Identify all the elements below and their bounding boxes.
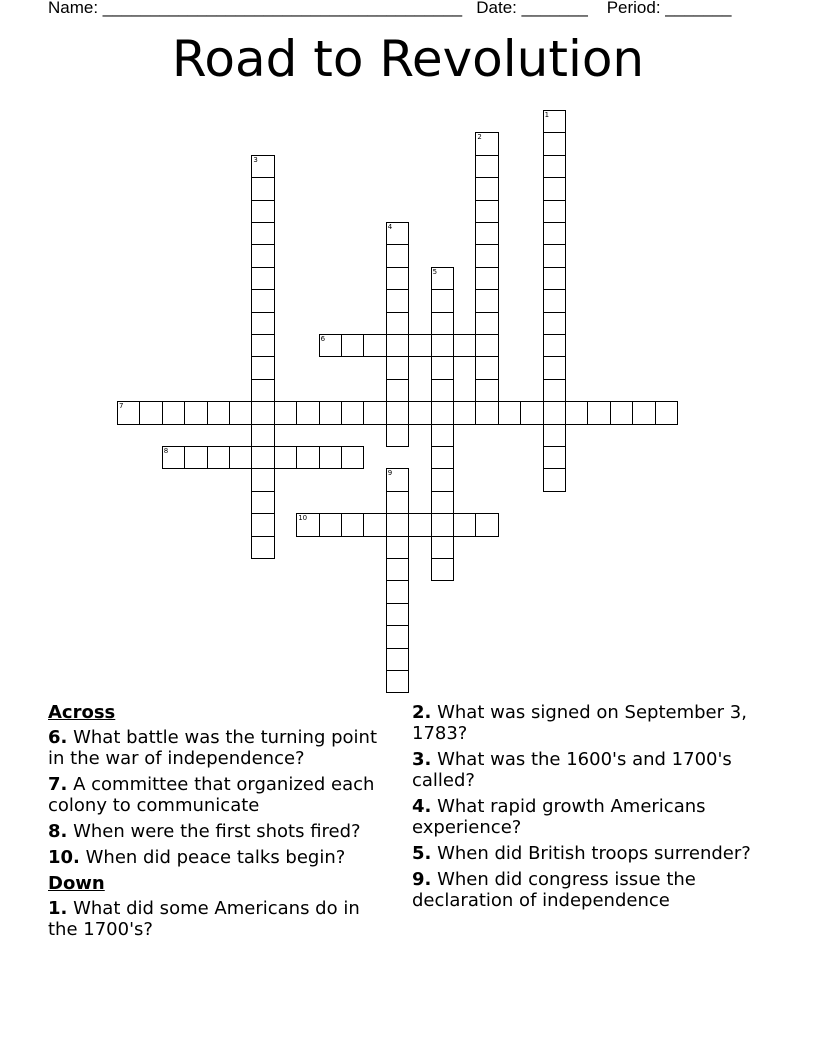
grid-cell[interactable] bbox=[386, 513, 409, 536]
clue-down-3 bbox=[412, 749, 757, 791]
grid-cell[interactable] bbox=[251, 155, 274, 178]
grid-cell[interactable] bbox=[386, 424, 409, 447]
grid-cell[interactable] bbox=[475, 401, 498, 424]
clue-text: What battle was the turning point in the war of independence? bbox=[48, 727, 378, 769]
cell-number: 1 bbox=[544, 111, 550, 119]
grid-cell[interactable] bbox=[319, 401, 342, 424]
grid-cell[interactable] bbox=[386, 670, 409, 693]
page-title: Road to Revolution bbox=[171, 30, 645, 88]
grid-cell[interactable] bbox=[386, 267, 409, 290]
grid-cell[interactable] bbox=[543, 244, 566, 267]
clues-column-left bbox=[48, 702, 393, 945]
grid-cell[interactable] bbox=[543, 401, 566, 424]
grid-cell[interactable] bbox=[543, 222, 566, 245]
grid-cell[interactable] bbox=[139, 401, 162, 424]
clue-number: 3. bbox=[412, 749, 432, 770]
grid-cell[interactable] bbox=[341, 334, 364, 357]
grid-cell[interactable] bbox=[543, 155, 566, 178]
grid-cell[interactable] bbox=[475, 289, 498, 312]
grid-cell[interactable] bbox=[251, 222, 274, 245]
grid-cell[interactable] bbox=[251, 334, 274, 357]
grid-cell[interactable] bbox=[431, 536, 454, 559]
grid-cell[interactable] bbox=[431, 558, 454, 581]
grid-cell[interactable] bbox=[475, 267, 498, 290]
date-field-label: Date: _______ bbox=[476, 0, 588, 17]
grid-cell[interactable] bbox=[431, 334, 454, 357]
clue-text: What was the 1600's and 1700's called? bbox=[412, 749, 732, 791]
grid-cell[interactable] bbox=[453, 513, 476, 536]
grid-cell[interactable] bbox=[386, 289, 409, 312]
grid-cell[interactable] bbox=[229, 401, 252, 424]
grid-cell[interactable] bbox=[386, 356, 409, 379]
grid-cell[interactable] bbox=[363, 401, 386, 424]
cell-number: 2 bbox=[477, 133, 482, 142]
clue-down-5 bbox=[412, 843, 757, 864]
grid-cell[interactable] bbox=[610, 401, 633, 424]
clue-down-1 bbox=[48, 898, 393, 940]
grid-cell[interactable] bbox=[386, 222, 409, 245]
grid-cell[interactable] bbox=[655, 401, 678, 424]
grid-cell[interactable] bbox=[251, 536, 274, 559]
clue-number: 8. bbox=[48, 821, 68, 842]
clue-number: 4. bbox=[412, 796, 432, 817]
grid-cell[interactable] bbox=[386, 334, 409, 357]
grid-cell[interactable] bbox=[207, 446, 230, 469]
grid-cell[interactable] bbox=[363, 513, 386, 536]
grid-cell[interactable] bbox=[251, 289, 274, 312]
grid-cell[interactable] bbox=[543, 110, 566, 133]
clue-across-7 bbox=[48, 774, 393, 816]
grid-cell[interactable] bbox=[543, 177, 566, 200]
grid-cell[interactable] bbox=[498, 401, 521, 424]
grid-cell[interactable] bbox=[386, 648, 409, 671]
grid-cell[interactable] bbox=[587, 401, 610, 424]
grid-cell[interactable] bbox=[475, 222, 498, 245]
grid-cell[interactable] bbox=[386, 244, 409, 267]
grid-cell[interactable] bbox=[207, 401, 230, 424]
grid-cell[interactable] bbox=[431, 267, 454, 290]
grid-cell[interactable] bbox=[543, 289, 566, 312]
clue-down-9 bbox=[412, 869, 757, 911]
grid-cell[interactable] bbox=[431, 312, 454, 335]
clue-down-2 bbox=[412, 702, 757, 744]
grid-cell[interactable] bbox=[184, 401, 207, 424]
grid-cell[interactable] bbox=[431, 356, 454, 379]
grid-cell[interactable] bbox=[274, 401, 297, 424]
grid-cell[interactable] bbox=[431, 379, 454, 402]
grid-cell[interactable] bbox=[386, 401, 409, 424]
grid-cell[interactable] bbox=[386, 558, 409, 581]
grid-cell[interactable] bbox=[296, 401, 319, 424]
grid-cell[interactable] bbox=[386, 312, 409, 335]
period-field-label: Period: _______ bbox=[606, 0, 732, 17]
grid-cell[interactable] bbox=[319, 446, 342, 469]
clues-column-right bbox=[412, 702, 757, 916]
grid-cell[interactable] bbox=[117, 401, 140, 424]
grid-cell[interactable] bbox=[543, 312, 566, 335]
grid-cell[interactable] bbox=[543, 267, 566, 290]
grid-cell[interactable] bbox=[475, 244, 498, 267]
grid-cell[interactable] bbox=[565, 401, 588, 424]
grid-cell[interactable] bbox=[431, 401, 454, 424]
grid-cell[interactable] bbox=[251, 312, 274, 335]
clue-text: When did British troops surrender? bbox=[431, 843, 751, 864]
grid-cell[interactable] bbox=[184, 446, 207, 469]
grid-cell[interactable] bbox=[251, 424, 274, 447]
grid-cell[interactable] bbox=[341, 401, 364, 424]
grid-cell[interactable] bbox=[251, 356, 274, 379]
grid-cell[interactable] bbox=[251, 244, 274, 267]
clue-text: When did congress issue the declaration of independence bbox=[412, 869, 696, 911]
cell-number: 3 bbox=[253, 155, 258, 164]
grid-cell[interactable] bbox=[475, 155, 498, 178]
grid-cell[interactable] bbox=[453, 401, 476, 424]
cell-number: 8 bbox=[163, 447, 169, 455]
grid-cell[interactable] bbox=[251, 177, 274, 200]
clue-text: What was signed on September 3, 1783? bbox=[412, 702, 747, 744]
grid-cell[interactable] bbox=[341, 446, 364, 469]
grid-cell[interactable] bbox=[431, 446, 454, 469]
grid-cell[interactable] bbox=[251, 401, 274, 424]
grid-cell[interactable] bbox=[251, 468, 274, 491]
grid-cell[interactable] bbox=[363, 334, 386, 357]
clue-text: What did some Americans do in the 1700's? bbox=[48, 898, 360, 940]
clue-across-10 bbox=[48, 847, 393, 868]
grid-cell[interactable] bbox=[274, 446, 297, 469]
clue-text: When did peace talks begin? bbox=[79, 847, 346, 868]
grid-cell[interactable] bbox=[543, 200, 566, 223]
grid-cell[interactable] bbox=[341, 513, 364, 536]
grid-cell[interactable] bbox=[475, 356, 498, 379]
grid-cell[interactable] bbox=[543, 424, 566, 447]
grid-cell[interactable] bbox=[162, 401, 185, 424]
grid-cell[interactable] bbox=[386, 580, 409, 603]
grid-cell[interactable] bbox=[296, 513, 319, 536]
grid-cell[interactable] bbox=[632, 401, 655, 424]
grid-cell[interactable] bbox=[475, 334, 498, 357]
grid-cell[interactable] bbox=[251, 200, 274, 223]
grid-cell[interactable] bbox=[543, 334, 566, 357]
grid-cell[interactable] bbox=[475, 200, 498, 223]
grid-cell[interactable] bbox=[475, 312, 498, 335]
grid-cell[interactable] bbox=[251, 513, 274, 536]
clue-number: 10. bbox=[48, 847, 80, 868]
grid-cell[interactable] bbox=[386, 491, 409, 514]
clue-number: 7. bbox=[48, 774, 68, 795]
down-heading: Down bbox=[48, 873, 105, 894]
grid-cell[interactable] bbox=[475, 379, 498, 402]
grid-cell[interactable] bbox=[431, 513, 454, 536]
grid-cell[interactable] bbox=[543, 468, 566, 491]
grid-cell[interactable] bbox=[543, 379, 566, 402]
grid-cell[interactable] bbox=[408, 513, 431, 536]
grid-cell[interactable] bbox=[386, 625, 409, 648]
grid-cell[interactable] bbox=[475, 513, 498, 536]
grid-cell[interactable] bbox=[386, 468, 409, 491]
grid-cell[interactable] bbox=[319, 513, 342, 536]
grid-cell[interactable] bbox=[251, 379, 274, 402]
grid-cell[interactable] bbox=[386, 379, 409, 402]
grid-cell[interactable] bbox=[453, 334, 476, 357]
cell-number: 9 bbox=[387, 469, 393, 478]
grid-cell[interactable] bbox=[543, 132, 566, 155]
clue-number: 1. bbox=[48, 898, 68, 919]
grid-cell[interactable] bbox=[251, 491, 274, 514]
clue-across-6 bbox=[48, 727, 393, 769]
grid-cell[interactable] bbox=[319, 334, 342, 357]
clue-number: 5. bbox=[412, 843, 432, 864]
clue-text: What rapid growth Americans experience? bbox=[412, 796, 706, 838]
grid-cell[interactable] bbox=[162, 446, 185, 469]
name-field-label: Name: ______________________________________ bbox=[48, 0, 463, 17]
grid-cell[interactable] bbox=[251, 446, 274, 469]
clue-number: 6. bbox=[48, 727, 68, 748]
clue-number: 9. bbox=[412, 869, 432, 890]
grid-cell[interactable] bbox=[431, 424, 454, 447]
cell-number: 7 bbox=[119, 402, 124, 411]
clue-text: A committee that organized each colony to communicate bbox=[48, 774, 375, 816]
grid-cell[interactable] bbox=[475, 177, 498, 200]
grid-cell[interactable] bbox=[543, 356, 566, 379]
cell-number: 5 bbox=[432, 267, 438, 276]
grid-cell[interactable] bbox=[251, 267, 274, 290]
cell-number: 4 bbox=[387, 223, 393, 231]
grid-cell[interactable] bbox=[386, 536, 409, 559]
grid-cell[interactable] bbox=[431, 289, 454, 312]
clue-down-4 bbox=[412, 796, 757, 838]
grid-cell[interactable] bbox=[431, 491, 454, 514]
clue-text: When were the first shots fired? bbox=[67, 821, 361, 842]
grid-cell[interactable] bbox=[296, 446, 319, 469]
grid-cell[interactable] bbox=[408, 401, 431, 424]
cell-number: 10 bbox=[298, 514, 308, 523]
grid-cell[interactable] bbox=[431, 468, 454, 491]
cell-number: 6 bbox=[320, 335, 326, 343]
grid-cell[interactable] bbox=[475, 132, 498, 155]
grid-cell[interactable] bbox=[386, 603, 409, 626]
grid-cell[interactable] bbox=[543, 446, 566, 469]
clue-number: 2. bbox=[412, 702, 432, 723]
grid-cell[interactable] bbox=[229, 446, 252, 469]
across-heading: Across bbox=[48, 702, 116, 723]
grid-cell[interactable] bbox=[520, 401, 543, 424]
clue-across-8 bbox=[48, 821, 393, 842]
grid-cell[interactable] bbox=[408, 334, 431, 357]
